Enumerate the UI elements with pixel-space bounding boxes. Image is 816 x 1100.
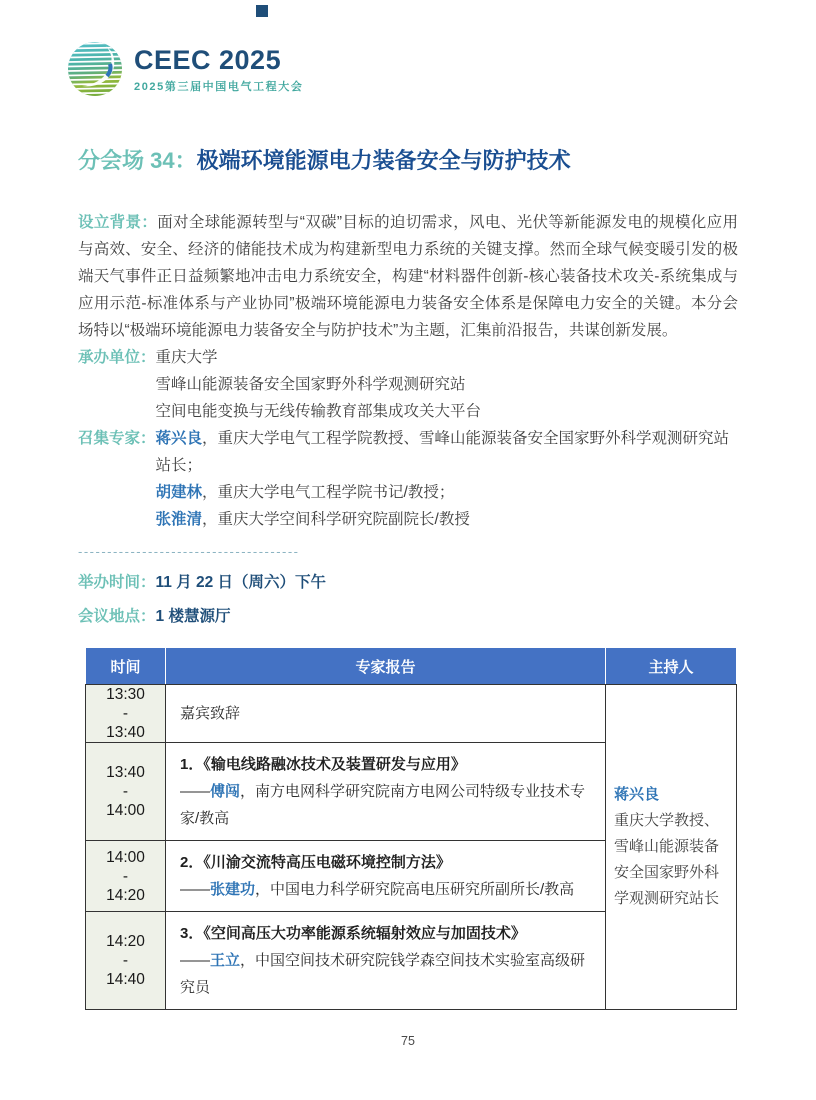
time-dash: - (122, 867, 129, 885)
organizer-label: 承办单位： (78, 349, 156, 366)
event-time-line (78, 569, 738, 596)
time-end: 14:20 (106, 886, 145, 904)
report-title: 2．《川渝交流特高压电磁环境控制方法》 (180, 854, 451, 871)
globe-stripes-icon (66, 40, 124, 98)
event-venue-line (78, 603, 738, 630)
time-end: 13:40 (106, 724, 145, 741)
speaker-name: 傅闯 (210, 783, 241, 800)
convener-line (156, 506, 738, 533)
session-title (78, 146, 738, 176)
organizer-line: 雪峰山能源装备安全国家野外科学观测研究站 (155, 376, 466, 393)
conveners-lines (156, 425, 738, 533)
background-paragraph (78, 209, 738, 344)
page-number: 75 (401, 1034, 415, 1048)
report-speaker-line (180, 876, 591, 903)
convener-name: 张淮清 (155, 511, 203, 528)
table-row (86, 685, 737, 743)
speaker-name: 王立 (210, 952, 241, 969)
ceec-logo (66, 36, 738, 102)
convener-line (156, 425, 738, 479)
time-dash: - (122, 952, 129, 969)
report-speaker-line (180, 778, 591, 832)
background-label: 设立背景： (78, 214, 158, 231)
speaker-affiliation: ，中国电力科学研究院高电压研究所副所长/教高 (255, 881, 575, 898)
report-cell (166, 743, 606, 841)
host-cell (606, 685, 737, 1010)
schedule-table (85, 647, 737, 1010)
report-cell (166, 685, 606, 743)
speaker-affiliation: ，南方电网科学研究院南方电网公司特级专业技术专家/教高 (180, 783, 586, 827)
event-venue-value: 1 楼慧源厅 (155, 608, 231, 625)
report-cell (166, 841, 606, 912)
time-cell (86, 841, 166, 912)
host-desc: 重庆大学教授、雪峰山能源装备安全国家野外科学观测研究站长 (614, 812, 720, 907)
report-title: 3．《空间高压大功率能源系统辐射效应与加固技术》 (180, 925, 526, 942)
convener-desc: ，重庆大学电气工程学院教授、雪峰山能源装备安全国家野外科学观测研究站站长； (155, 430, 730, 474)
background-text: 面对全球能源转型与“双碳”目标的迫切需求，风电、光伏等新能源发电的规模化应用与高效、安全、经济的储能技术成为构建新型电力系统的关键支撑。然而全球气候变暖引发的极端天气事件正日益频繁地冲击电力系统安全，构建“材料器件创新-核心装备技术攻关-系统集成与应用示范-标准体系与产业协同”极端环境能源电力装备安全体系是保障电力安全的关键。本分会场特以“极端环境能源电力装备安全与防护技术”为主题，汇集前沿报告，共谋创新发展。 (78, 214, 738, 339)
time-end: 14:00 (106, 802, 145, 819)
time-cell (86, 685, 166, 743)
speaker-name: 张建功 (210, 881, 256, 898)
organizer-lines (156, 344, 738, 425)
logo-text (134, 45, 303, 94)
convener-desc: ，重庆大学电气工程学院书记/教授； (202, 484, 455, 501)
em-dash: —— (180, 952, 210, 969)
conveners-label: 召集专家： (78, 430, 156, 447)
event-time-value: 11 月 22 日（周六）下午 (155, 574, 327, 591)
organizer-block (78, 344, 738, 425)
header-time: 时间 (86, 648, 166, 685)
organizer-line: 空间电能变换与无线传输教育部集成攻关大平台 (155, 403, 482, 420)
time-start: 13:40 (106, 764, 145, 781)
time-end: 14:40 (106, 971, 145, 988)
time-cell (86, 912, 166, 1010)
host-name: 蒋兴良 (614, 786, 660, 803)
em-dash: —— (180, 783, 210, 800)
logo-subtitle: 2025第三届中国电气工程大会 (134, 80, 304, 93)
convener-name: 胡建林 (155, 484, 203, 501)
table-header-row (86, 648, 737, 685)
report-speaker-line (180, 947, 591, 1001)
report-title: 1．《输电线路融冰技术及装置研发与应用》 (180, 756, 466, 773)
time-start: 14:00 (106, 848, 145, 866)
report-cell (166, 912, 606, 1010)
event-venue-label: 会议地点： (78, 608, 156, 625)
time-dash: - (122, 705, 129, 722)
session-title-prefix: 分会场 34： (78, 148, 197, 173)
conveners-block (78, 425, 738, 533)
time-dash: - (122, 783, 129, 800)
event-time-label: 举办时间： (78, 574, 156, 591)
convener-line (156, 479, 738, 506)
organizer-line: 重庆大学 (155, 349, 218, 366)
page-corner-marker (256, 5, 268, 17)
time-start: 13:30 (106, 686, 145, 703)
speaker-affiliation: ，中国空间技术研究院钱学森空间技术实验室高级研究员 (180, 952, 586, 996)
header-report: 专家报告 (166, 648, 606, 685)
dashed-divider: -------------------------------------- (78, 544, 300, 559)
time-start: 14:20 (106, 933, 145, 950)
logo-title: CEEC 2025 (134, 44, 282, 75)
time-cell (86, 743, 166, 841)
header-host: 主持人 (606, 648, 737, 685)
convener-name: 蒋兴良 (155, 430, 203, 447)
convener-desc: ，重庆大学空间科学研究院副院长/教授 (202, 511, 470, 528)
report-plain-text: 嘉宾致辞 (180, 705, 241, 722)
em-dash: —— (180, 881, 210, 898)
session-title-main: 极端环境能源电力装备安全与防护技术 (196, 148, 571, 173)
